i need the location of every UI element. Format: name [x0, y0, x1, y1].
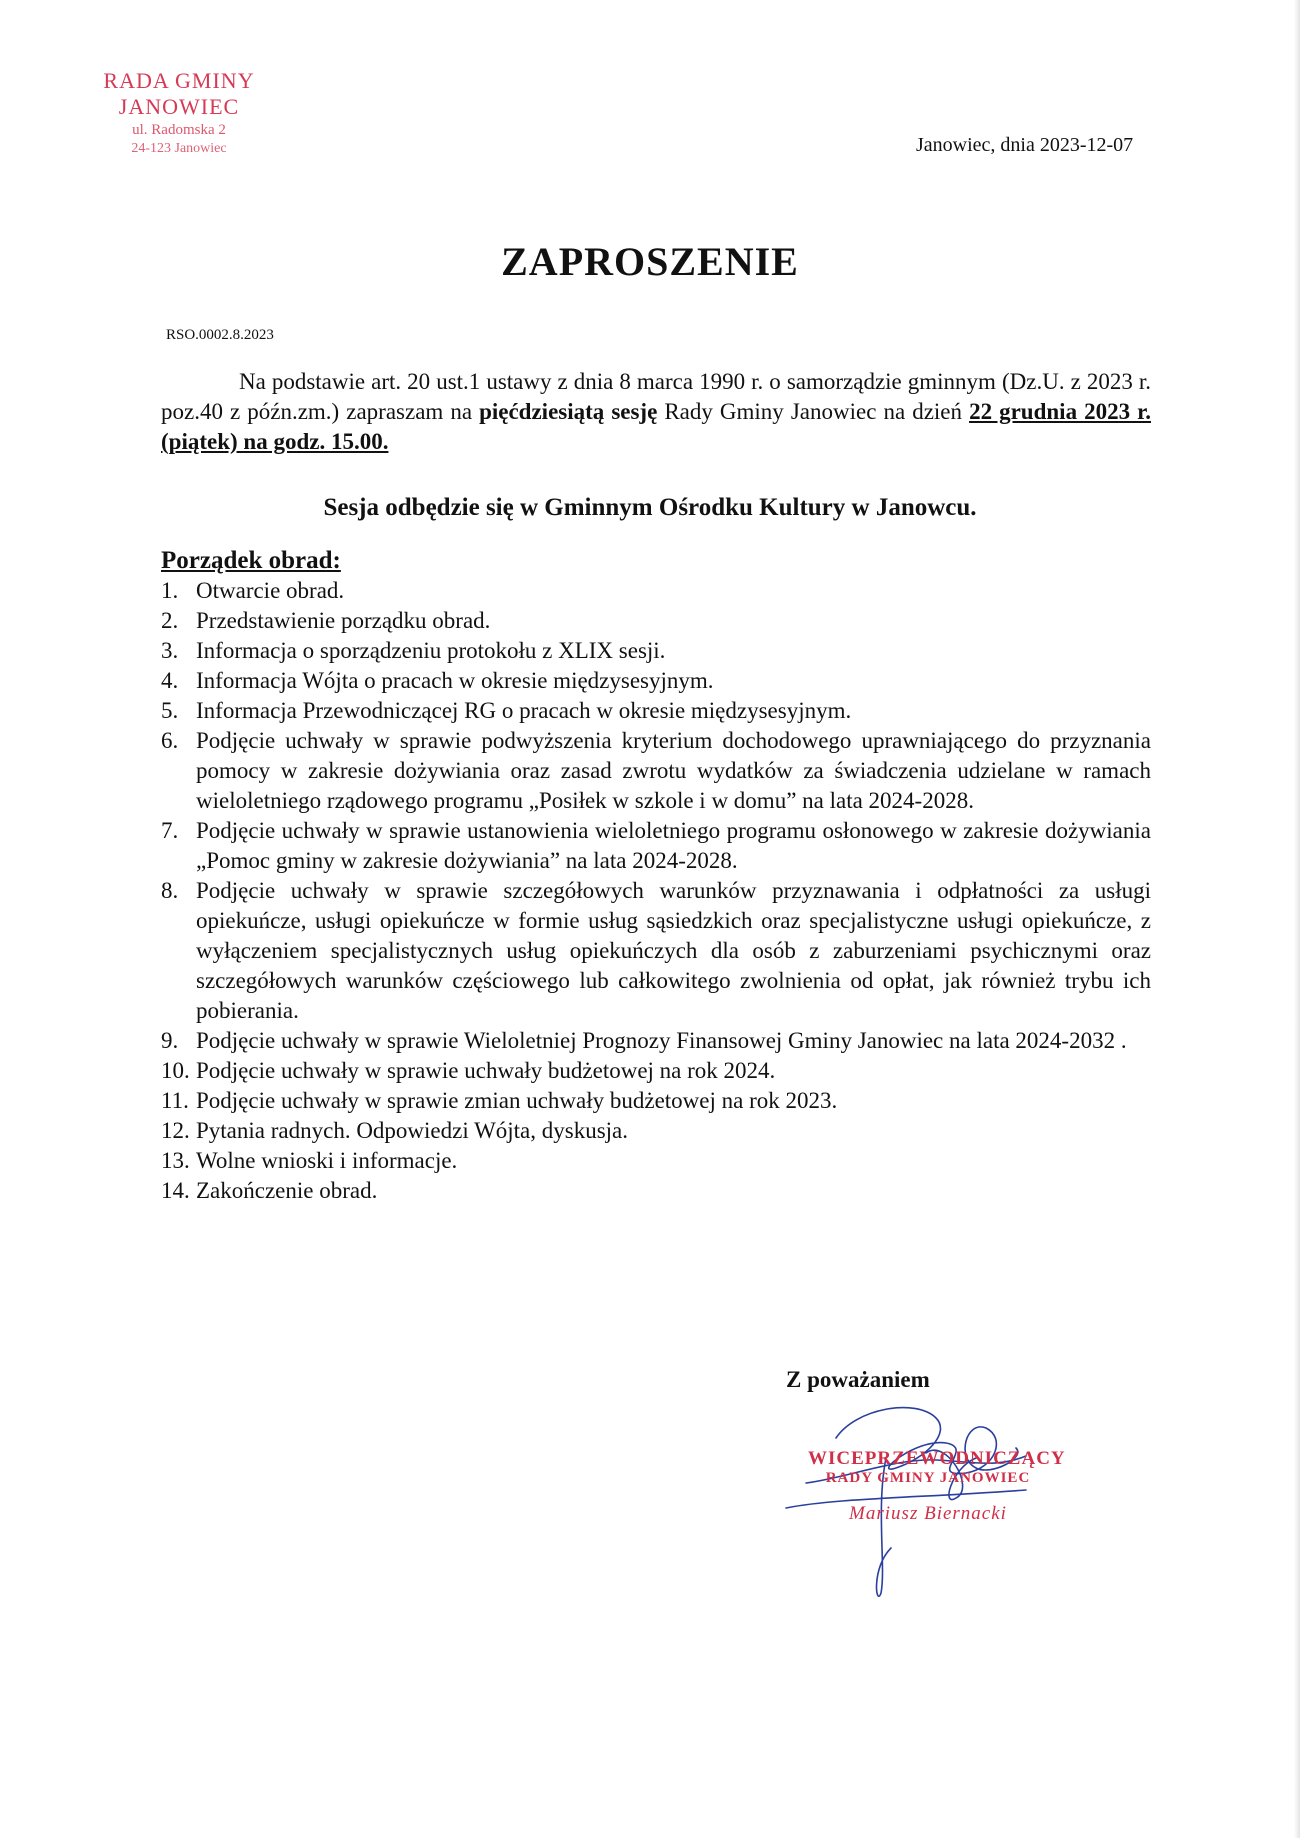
- stamp-line-3: ul. Radomska 2: [132, 122, 226, 138]
- scan-edge: [1294, 0, 1300, 1838]
- intro-paragraph: [161, 367, 1151, 457]
- agenda-item: [161, 1086, 1151, 1116]
- agenda-item: [161, 816, 1151, 876]
- agenda-item: [161, 1026, 1151, 1056]
- agenda-list: [161, 576, 1151, 1206]
- agenda-item-text: Informacja Wójta o pracach w okresie międzysesyjnym.: [196, 668, 714, 693]
- agenda-item-text: Zakończenie obrad.: [196, 1178, 378, 1203]
- agenda-item-number: 3.: [161, 638, 179, 663]
- agenda-item: [161, 726, 1151, 816]
- agenda-item-text: Podjęcie uchwały w sprawie Wieloletniej Prognozy Finansowej Gminy Janowiec na lata 2024-2032 .: [196, 1028, 1127, 1053]
- agenda-item: [161, 636, 1151, 666]
- agenda-item: [161, 1146, 1151, 1176]
- agenda-item-number: 13.: [161, 1148, 190, 1173]
- closing-phrase: Z poważaniem: [786, 1367, 930, 1392]
- stamp-line-4: 24-123 Janowiec: [131, 141, 227, 156]
- signature-stamp: [808, 1448, 1066, 1525]
- reference-number: RSO.0002.8.2023: [166, 327, 274, 343]
- agenda-item-text: Informacja o sporządzeniu protokołu z XLIX sesji.: [196, 638, 666, 663]
- stamp-line-1: RADA GMINY: [103, 68, 255, 93]
- agenda-item-number: 8.: [161, 878, 179, 903]
- agenda-item: [161, 696, 1151, 726]
- agenda-item: [161, 1116, 1151, 1146]
- stamp-line-2: JANOWIEC: [118, 94, 240, 119]
- agenda-item-text: Przedstawienie porządku obrad.: [196, 608, 491, 633]
- agenda-item: [161, 666, 1151, 696]
- agenda-item-text: Informacja Przewodniczącej RG o pracach w okresie międzysesyjnym.: [196, 698, 852, 723]
- intro-text-2: Rady Gminy Janowiec na dzień: [657, 399, 970, 424]
- agenda-item-text: Wolne wnioski i informacje.: [196, 1148, 458, 1173]
- agenda-item-number: 12.: [161, 1118, 190, 1143]
- intro-session-date: 22 grudnia 2023 r. (piątek) na godz. 15.00.: [161, 399, 1151, 454]
- agenda-item-text: Podjęcie uchwały w sprawie uchwały budżetowej na rok 2024.: [196, 1058, 776, 1083]
- agenda-heading: Porządek obrad:: [161, 547, 341, 574]
- agenda-item-number: 7.: [161, 818, 179, 843]
- document-date: Janowiec, dnia 2023-12-07: [916, 134, 1134, 156]
- agenda-item: [161, 606, 1151, 636]
- intro-session-number: pięćdziesiątą sesję: [479, 399, 658, 424]
- council-stamp: [84, 68, 274, 158]
- agenda-item-number: 14.: [161, 1178, 190, 1203]
- agenda-item-number: 10.: [161, 1058, 190, 1083]
- agenda-item: [161, 1176, 1151, 1206]
- agenda-item-text: Pytania radnych. Odpowiedzi Wójta, dyskusja.: [196, 1118, 629, 1143]
- session-venue: Sesja odbędzie się w Gminnym Ośrodku Kultury w Janowcu.: [323, 494, 977, 521]
- agenda-item-number: 4.: [161, 668, 179, 693]
- agenda-item: [161, 876, 1151, 1026]
- agenda-item-text: Podjęcie uchwały w sprawie podwyższenia kryterium dochodowego uprawniającego do przyznania pomocy w zakresie dożywiania oraz zasad zwrotu wydatków za świadczenia udzielane w ramach wieloletniego rządowego programu „Posiłek w szkole i w domu” na lata 2024-2028.: [196, 728, 1151, 813]
- agenda-item-text: Podjęcie uchwały w sprawie zmian uchwały budżetowej na rok 2023.: [196, 1088, 838, 1113]
- agenda-item-text: Otwarcie obrad.: [196, 578, 345, 603]
- intro-text-1: Na podstawie art. 20 ust.1 ustawy z dnia 8 marca 1990 r. o samorządzie gminnym (Dz.U. z 2023 r. poz.40 z późn.zm.) zapraszam na: [161, 369, 1151, 424]
- agenda-item-text: Podjęcie uchwały w sprawie szczegółowych warunków przyznawania i odpłatności za usługi opiekuńcze, usługi opiekuńcze w formie usług sąsiedzkich oraz specjalistyczne usługi opiekuńcze, z wyłączeniem specjalistycznych usług opiekuńczych dla osób z zaburzeniami psychicznymi oraz szczegółowych warunków częściowego lub całkowitego zwolnienia od opłat, jak również trybu ich pobierania.: [196, 878, 1151, 1023]
- agenda-item: [161, 1056, 1151, 1086]
- document-title: ZAPROSZENIE: [501, 239, 799, 284]
- signatory-name: Mariusz Biernacki: [849, 1503, 1007, 1524]
- agenda-item-number: 6.: [161, 728, 179, 753]
- agenda-item-text: Podjęcie uchwały w sprawie ustanowienia wieloletniego programu osłonowego w zakresie dożywiania „Pomoc gminy w zakresie dożywiania” na lata 2024-2028.: [196, 818, 1151, 873]
- agenda-item-number: 1.: [161, 578, 179, 603]
- agenda-item-number: 11.: [161, 1088, 189, 1113]
- agenda-item: [161, 576, 1151, 606]
- agenda-item-number: 9.: [161, 1028, 179, 1053]
- agenda-item-number: 2.: [161, 608, 179, 633]
- signature-stamp-body: RADY GMINY JANOWIEC: [825, 1470, 1031, 1486]
- agenda-item-number: 5.: [161, 698, 179, 723]
- signature-stamp-title: WICEPRZEWODNICZĄCY: [808, 1448, 1066, 1469]
